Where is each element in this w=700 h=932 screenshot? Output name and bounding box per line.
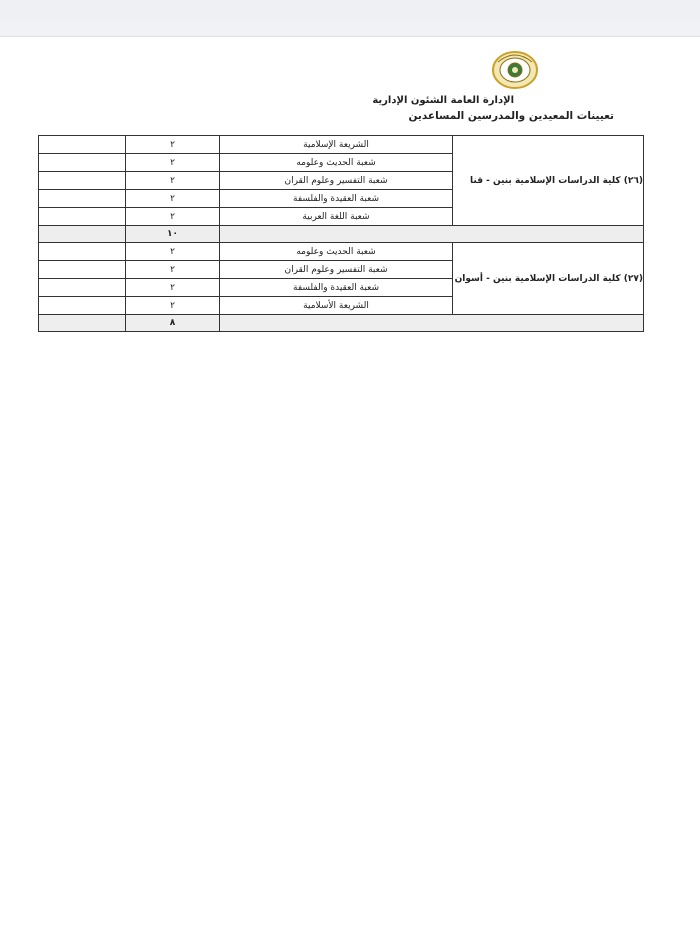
table-row	[39, 243, 644, 261]
blank-cell	[39, 154, 126, 172]
blank-cell	[39, 279, 126, 297]
appointments-table	[38, 135, 644, 332]
count-cell: ٢	[126, 190, 220, 208]
blank-cell	[39, 297, 126, 315]
college-cell: (٢٦) كلية الدراسات الإسلامية بنين - قنا	[453, 136, 644, 226]
header-department: الإدارة العامة الشئون الإدارية	[372, 95, 514, 106]
viewer-top-bar	[0, 0, 700, 20]
blank-cell	[39, 243, 126, 261]
specialty-cell: شعبة العقيدة والفلسفة	[220, 190, 453, 208]
college-cell: (٢٧) كلية الدراسات الإسلامية بنين - أسوان	[453, 243, 644, 315]
university-seal-icon	[490, 50, 540, 90]
total-row	[39, 226, 644, 243]
count-cell: ٢	[126, 136, 220, 154]
blank-cell	[39, 172, 126, 190]
specialty-cell: شعبة العقيدة والفلسفة	[220, 279, 453, 297]
count-cell: ٢	[126, 208, 220, 226]
count-cell: ٢	[126, 279, 220, 297]
count-cell: ٢	[126, 172, 220, 190]
specialty-cell: شعبة اللغة العربية	[220, 208, 453, 226]
count-cell: ٢	[126, 243, 220, 261]
blank-cell	[39, 208, 126, 226]
blank-cell	[39, 190, 126, 208]
table-row	[39, 136, 644, 154]
blank-cell	[39, 261, 126, 279]
total-cell: ٨	[126, 315, 220, 332]
specialty-cell: الشريعة الأسلامية	[220, 297, 453, 315]
specialty-cell: الشريعة الإسلامية	[220, 136, 453, 154]
specialty-cell: شعبة التفسير وعلوم القران	[220, 172, 453, 190]
specialty-cell: شعبة التفسير وعلوم القران	[220, 261, 453, 279]
count-cell: ٢	[126, 261, 220, 279]
blank-cell	[39, 315, 126, 332]
blank-cell	[220, 315, 644, 332]
blank-cell	[220, 226, 644, 243]
blank-cell	[39, 136, 126, 154]
document-page	[0, 36, 700, 932]
total-row	[39, 315, 644, 332]
specialty-cell: شعبة الحديث وعلومه	[220, 154, 453, 172]
specialty-cell: شعبة الحديث وعلومه	[220, 243, 453, 261]
total-cell: ١٠	[126, 226, 220, 243]
count-cell: ٢	[126, 154, 220, 172]
blank-cell	[39, 226, 126, 243]
header-title: تعيينات المعيدين والمدرسين المساعدين	[408, 110, 614, 122]
count-cell: ٢	[126, 297, 220, 315]
